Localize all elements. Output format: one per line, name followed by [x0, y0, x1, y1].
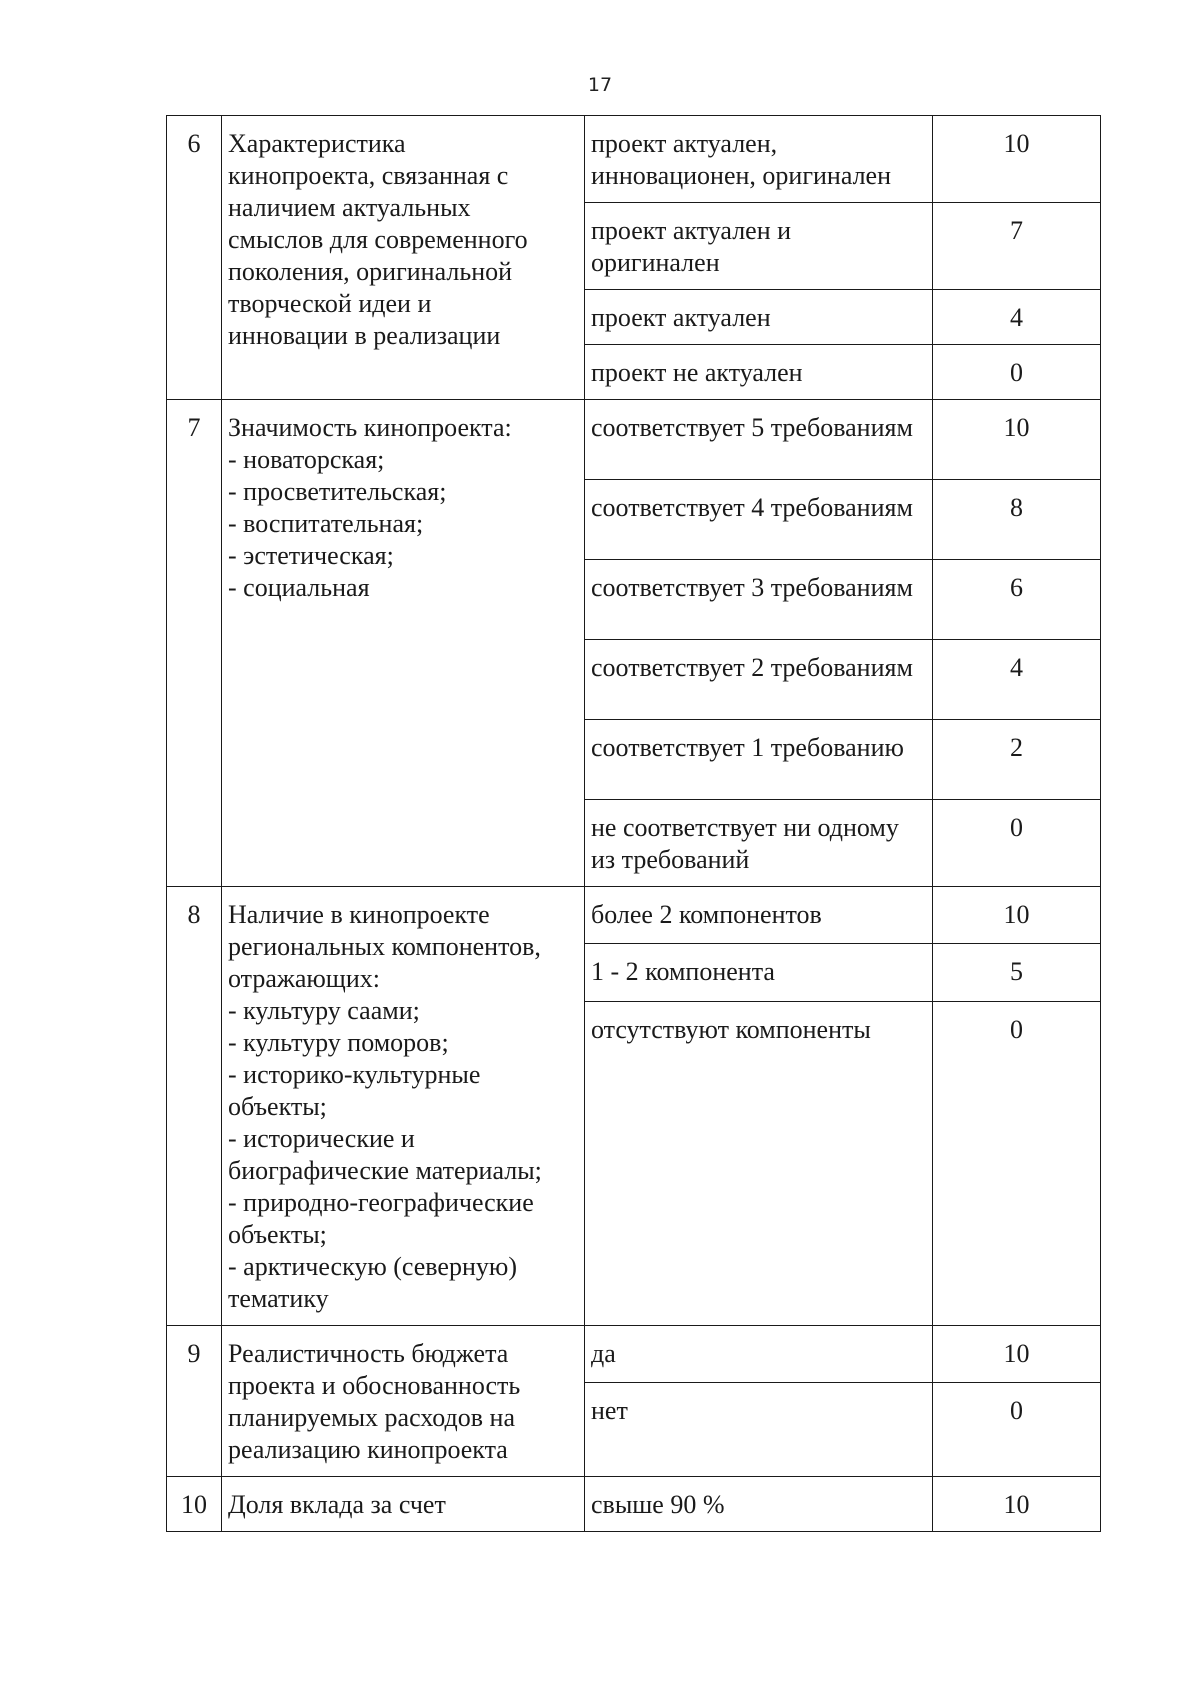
criterion-line: объекты;	[228, 1092, 327, 1121]
option-text: 1 - 2 компонента	[585, 944, 933, 1001]
criterion-line: Значимость кинопроекта:	[228, 413, 512, 442]
criterion-description	[222, 1477, 585, 1532]
option-score: 10	[933, 1477, 1101, 1532]
table-row	[167, 1326, 1101, 1383]
criterion-line: - арктическую (северную)	[228, 1252, 517, 1281]
option-score: 10	[933, 887, 1101, 944]
criterion-line: - просветительская;	[228, 477, 447, 506]
option-text: да	[585, 1326, 933, 1383]
option-score: 4	[933, 290, 1101, 345]
criterion-line: Реалистичность бюджета	[228, 1339, 509, 1368]
criterion-description	[222, 887, 585, 1326]
option-score: 2	[933, 720, 1101, 800]
criterion-line: - исторические и	[228, 1124, 415, 1153]
criterion-line: наличием актуальных	[228, 193, 471, 222]
option-text: проект актуален	[585, 290, 933, 345]
table-row	[167, 887, 1101, 944]
option-score: 5	[933, 944, 1101, 1001]
criterion-line: Характеристика	[228, 129, 406, 158]
criterion-line: Доля вклада за счет	[228, 1490, 446, 1519]
option-score: 7	[933, 203, 1101, 290]
criterion-number: 6	[167, 116, 222, 400]
option-score: 4	[933, 640, 1101, 720]
criterion-description	[222, 116, 585, 400]
criterion-line: - культуру саами;	[228, 996, 420, 1025]
option-text: более 2 компонентов	[585, 887, 933, 944]
criterion-line: кинопроекта, связанная с	[228, 161, 509, 190]
table-row	[167, 1477, 1101, 1532]
option-text: проект актуален и оригинален	[585, 203, 933, 290]
criterion-line: - воспитательная;	[228, 509, 424, 538]
criterion-number: 10	[167, 1477, 222, 1532]
option-text: соответствует 3 требованиям	[585, 560, 933, 640]
criterion-description	[222, 400, 585, 887]
table-row	[167, 400, 1101, 480]
criterion-number: 8	[167, 887, 222, 1326]
option-score: 0	[933, 800, 1101, 887]
criterion-line: смыслов для современного	[228, 225, 528, 254]
option-score: 10	[933, 116, 1101, 203]
option-text: отсутствуют компоненты	[585, 1001, 933, 1325]
option-text: свыше 90 %	[585, 1477, 933, 1532]
table-row	[167, 116, 1101, 203]
criterion-number: 7	[167, 400, 222, 887]
criterion-line: реализацию кинопроекта	[228, 1435, 508, 1464]
criterion-line: биографические материалы;	[228, 1156, 542, 1185]
criteria-table	[166, 115, 1101, 1532]
option-score: 0	[933, 345, 1101, 400]
option-score: 10	[933, 1326, 1101, 1383]
criterion-line: инновации в реализации	[228, 321, 501, 350]
criterion-line: - новаторская;	[228, 445, 385, 474]
criterion-line: проекта и обоснованность	[228, 1371, 521, 1400]
criterion-line: творческой идеи и	[228, 289, 432, 318]
criterion-description	[222, 1326, 585, 1477]
option-score: 10	[933, 400, 1101, 480]
option-score: 0	[933, 1383, 1101, 1477]
criterion-line: - историко-культурные	[228, 1060, 481, 1089]
criterion-line: поколения, оригинальной	[228, 257, 513, 286]
option-text: проект не актуален	[585, 345, 933, 400]
option-text: соответствует 4 требованиям	[585, 480, 933, 560]
criterion-line: планируемых расходов на	[228, 1403, 515, 1432]
option-score: 8	[933, 480, 1101, 560]
criterion-line: объекты;	[228, 1220, 327, 1249]
option-score: 0	[933, 1001, 1101, 1325]
criterion-line: - социальная	[228, 573, 370, 602]
criterion-number: 9	[167, 1326, 222, 1477]
option-text: соответствует 2 требованиям	[585, 640, 933, 720]
criterion-line: региональных компонентов,	[228, 932, 541, 961]
criterion-line: Наличие в кинопроекте	[228, 900, 490, 929]
option-text: соответствует 1 требованию	[585, 720, 933, 800]
page-number: 17	[587, 74, 613, 96]
criterion-line: - эстетическая;	[228, 541, 394, 570]
option-text: нет	[585, 1383, 933, 1477]
criterion-line: тематику	[228, 1284, 329, 1313]
criterion-line: - природно-географические	[228, 1188, 534, 1217]
option-text: проект актуален, инновационен, оригинален	[585, 116, 933, 203]
criterion-line: - культуру поморов;	[228, 1028, 449, 1057]
option-text: не соответствует ни одному из требований	[585, 800, 933, 887]
option-text: соответствует 5 требованиям	[585, 400, 933, 480]
criterion-line: отражающих:	[228, 964, 380, 993]
option-score: 6	[933, 560, 1101, 640]
criteria-table-body	[167, 116, 1101, 1532]
